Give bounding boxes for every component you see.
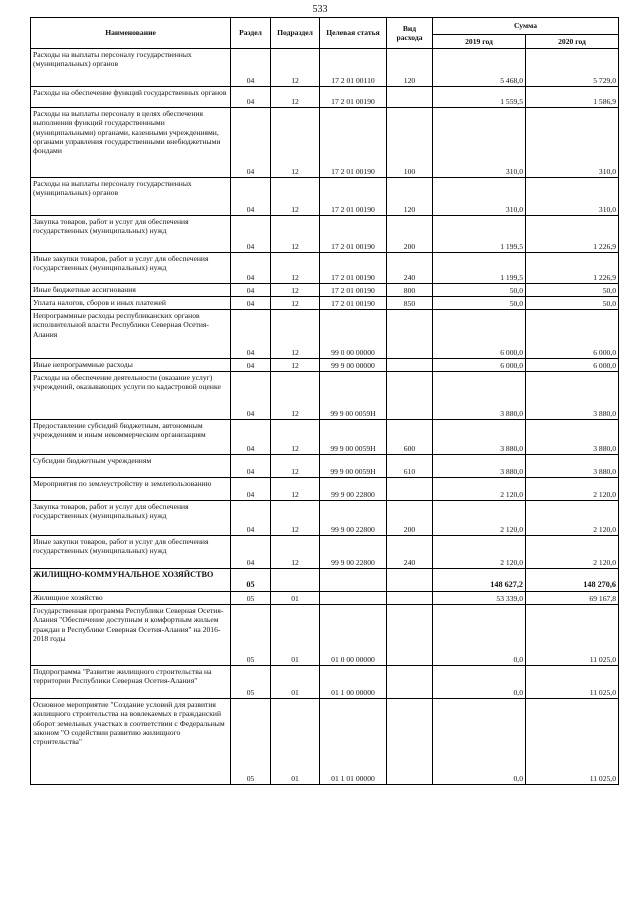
row-section: 05 xyxy=(231,699,271,785)
table-row xyxy=(31,501,619,536)
row-section: 04 xyxy=(231,284,271,297)
row-sum-2020: 3 880,0 xyxy=(526,455,619,478)
row-sum-2020: 310,0 xyxy=(526,178,619,216)
table-row xyxy=(31,310,619,359)
row-expense-type: 200 xyxy=(387,501,433,536)
row-subsection: 01 xyxy=(271,699,320,785)
table-row xyxy=(31,253,619,284)
row-sum-2020: 1 226,9 xyxy=(526,253,619,284)
row-expense-type xyxy=(387,372,433,420)
row-subsection: 12 xyxy=(271,284,320,297)
row-sum-2019: 0,0 xyxy=(433,666,526,699)
row-target-article: 17 2 01 00190 xyxy=(320,284,387,297)
row-expense-type xyxy=(387,666,433,699)
row-expense-type: 800 xyxy=(387,284,433,297)
row-subsection: 12 xyxy=(271,478,320,501)
row-sum-2019: 5 468,0 xyxy=(433,49,526,87)
row-expense-type: 610 xyxy=(387,455,433,478)
row-sum-2019: 2 120,0 xyxy=(433,501,526,536)
row-sum-2020: 3 880,0 xyxy=(526,372,619,420)
row-target-article xyxy=(320,569,387,592)
row-section: 05 xyxy=(231,605,271,666)
table-row xyxy=(31,478,619,501)
row-expense-type: 850 xyxy=(387,297,433,310)
row-name: Расходы на обеспечение функций государственных органов xyxy=(31,87,231,108)
header-subsection: Подраздел xyxy=(271,18,320,49)
header-sum: Сумма xyxy=(433,18,619,35)
header-expense-type: Вид расхода xyxy=(387,18,433,49)
row-name: Расходы на выплаты персоналу государственных (муниципальных) органов xyxy=(31,49,231,87)
row-section: 04 xyxy=(231,501,271,536)
table-row xyxy=(31,536,619,569)
row-section: 05 xyxy=(231,569,271,592)
row-section: 04 xyxy=(231,297,271,310)
row-expense-type xyxy=(387,699,433,785)
row-target-article: 99 9 00 0059Н xyxy=(320,420,387,455)
row-name: Непрограммные расходы республиканских органов исполнительной власти Республики Северная Осетия-Алания xyxy=(31,310,231,359)
row-subsection: 01 xyxy=(271,666,320,699)
row-subsection: 12 xyxy=(271,455,320,478)
table-row xyxy=(31,666,619,699)
row-subsection: 01 xyxy=(271,592,320,605)
row-subsection: 01 xyxy=(271,605,320,666)
row-expense-type xyxy=(387,310,433,359)
row-name: Расходы на выплаты персоналу государственных (муниципальных) органов xyxy=(31,178,231,216)
budget-table xyxy=(30,17,619,785)
row-subsection xyxy=(271,569,320,592)
row-expense-type xyxy=(387,605,433,666)
row-sum-2020: 148 270,6 xyxy=(526,569,619,592)
row-sum-2019: 3 880,0 xyxy=(433,455,526,478)
row-target-article: 17 2 01 00190 xyxy=(320,87,387,108)
row-name: Подпрограмма "Развитие жилищного строительства на территории Республики Северная Осетия-Алания" xyxy=(31,666,231,699)
row-expense-type: 120 xyxy=(387,49,433,87)
row-subsection: 12 xyxy=(271,501,320,536)
table-row xyxy=(31,359,619,372)
row-sum-2019: 0,0 xyxy=(433,699,526,785)
row-sum-2020: 50,0 xyxy=(526,297,619,310)
row-name: Уплата налогов, сборов и иных платежей xyxy=(31,297,231,310)
table-row xyxy=(31,699,619,785)
header-year-2020: 2020 год xyxy=(526,35,619,49)
row-subsection: 12 xyxy=(271,178,320,216)
header-section: Раздел xyxy=(231,18,271,49)
row-section: 04 xyxy=(231,372,271,420)
row-sum-2019: 50,0 xyxy=(433,297,526,310)
row-expense-type: 100 xyxy=(387,108,433,178)
header-name: Наименование xyxy=(31,18,231,49)
row-sum-2019: 2 120,0 xyxy=(433,478,526,501)
table-row xyxy=(31,569,619,592)
table-row xyxy=(31,49,619,87)
row-sum-2020: 2 120,0 xyxy=(526,478,619,501)
row-target-article: 01 1 01 00000 xyxy=(320,699,387,785)
row-sum-2019: 6 000,0 xyxy=(433,310,526,359)
row-sum-2019: 0,0 xyxy=(433,605,526,666)
row-sum-2019: 310,0 xyxy=(433,178,526,216)
row-subsection: 12 xyxy=(271,253,320,284)
table-row xyxy=(31,178,619,216)
row-target-article: 17 2 01 00190 xyxy=(320,253,387,284)
row-section: 04 xyxy=(231,253,271,284)
row-target-article: 99 9 00 0059Н xyxy=(320,372,387,420)
row-expense-type xyxy=(387,87,433,108)
row-sum-2019: 1 199,5 xyxy=(433,216,526,253)
row-target-article: 99 9 00 0059Н xyxy=(320,455,387,478)
row-sum-2020: 6 000,0 xyxy=(526,310,619,359)
row-sum-2020: 6 000,0 xyxy=(526,359,619,372)
row-sum-2019: 6 000,0 xyxy=(433,359,526,372)
row-subsection: 12 xyxy=(271,420,320,455)
row-target-article: 99 9 00 22800 xyxy=(320,501,387,536)
row-sum-2020: 1 226,9 xyxy=(526,216,619,253)
row-name: Жилищное хозяйство xyxy=(31,592,231,605)
row-sum-2019: 53 339,0 xyxy=(433,592,526,605)
row-target-article: 17 2 01 00190 xyxy=(320,216,387,253)
row-sum-2019: 3 880,0 xyxy=(433,372,526,420)
row-name: Закупка товаров, работ и услуг для обеспечения государственных (муниципальных) нужд xyxy=(31,216,231,253)
row-sum-2020: 11 025,0 xyxy=(526,666,619,699)
row-sum-2020: 1 586,9 xyxy=(526,87,619,108)
row-section: 05 xyxy=(231,592,271,605)
table-row xyxy=(31,284,619,297)
table-header xyxy=(31,18,619,49)
row-name: Основное мероприятие "Создание условий для развития жилищного строительства на вовлекаемых в гражданский оборот земельных участках в соответствии с Федеральным законом "О содействии развитию жилищного строительства" xyxy=(31,699,231,785)
row-sum-2020: 69 167,8 xyxy=(526,592,619,605)
table-row xyxy=(31,455,619,478)
row-expense-type: 240 xyxy=(387,536,433,569)
row-subsection: 12 xyxy=(271,310,320,359)
row-subsection: 12 xyxy=(271,359,320,372)
row-name: Мероприятия по землеустройству и землепользованию xyxy=(31,478,231,501)
table-row xyxy=(31,216,619,253)
row-sum-2019: 1 559,5 xyxy=(433,87,526,108)
table-body xyxy=(31,49,619,785)
page-number: 533 xyxy=(312,4,328,15)
table-row xyxy=(31,372,619,420)
row-expense-type: 600 xyxy=(387,420,433,455)
row-sum-2020: 11 025,0 xyxy=(526,605,619,666)
row-section: 04 xyxy=(231,359,271,372)
row-target-article: 99 0 00 00000 xyxy=(320,310,387,359)
row-name: Закупка товаров, работ и услуг для обеспечения государственных (муниципальных) нужд xyxy=(31,501,231,536)
row-subsection: 12 xyxy=(271,49,320,87)
row-section: 04 xyxy=(231,178,271,216)
header-target-article: Целевая статья xyxy=(320,18,387,49)
row-sum-2019: 50,0 xyxy=(433,284,526,297)
row-name: Иные непрограммные расходы xyxy=(31,359,231,372)
row-target-article: 17 2 01 00190 xyxy=(320,178,387,216)
row-sum-2020: 310,0 xyxy=(526,108,619,178)
row-sum-2019: 3 880,0 xyxy=(433,420,526,455)
row-target-article: 99 9 00 22800 xyxy=(320,536,387,569)
row-name: Субсидии бюджетным учреждениям xyxy=(31,455,231,478)
row-expense-type xyxy=(387,478,433,501)
table-row xyxy=(31,87,619,108)
row-subsection: 12 xyxy=(271,216,320,253)
row-name: Иные закупки товаров, работ и услуг для обеспечения государственных (муниципальных) нужд xyxy=(31,536,231,569)
row-expense-type: 240 xyxy=(387,253,433,284)
row-section: 04 xyxy=(231,216,271,253)
row-sum-2020: 2 120,0 xyxy=(526,536,619,569)
row-target-article: 17 2 01 00190 xyxy=(320,108,387,178)
row-sum-2020: 2 120,0 xyxy=(526,501,619,536)
table-row xyxy=(31,297,619,310)
row-subsection: 12 xyxy=(271,297,320,310)
row-name: Расходы на выплаты персоналу в целях обеспечения выполнения функций государственными (муниципальными) органами, казенными учреждениями, органами управления государственными внебюджетными фондами xyxy=(31,108,231,178)
row-section: 04 xyxy=(231,49,271,87)
row-section: 04 xyxy=(231,536,271,569)
row-sum-2019: 310,0 xyxy=(433,108,526,178)
table-row xyxy=(31,605,619,666)
row-expense-type xyxy=(387,569,433,592)
row-sum-2020: 50,0 xyxy=(526,284,619,297)
row-target-article xyxy=(320,592,387,605)
row-sum-2020: 11 025,0 xyxy=(526,699,619,785)
row-section: 04 xyxy=(231,455,271,478)
row-section: 05 xyxy=(231,666,271,699)
row-target-article: 01 0 00 00000 xyxy=(320,605,387,666)
row-sum-2019: 2 120,0 xyxy=(433,536,526,569)
row-section: 04 xyxy=(231,478,271,501)
row-subsection: 12 xyxy=(271,536,320,569)
row-name: ЖИЛИЩНО-КОММУНАЛЬНОЕ ХОЗЯЙСТВО xyxy=(31,569,231,592)
table-row xyxy=(31,420,619,455)
table-row xyxy=(31,108,619,178)
row-section: 04 xyxy=(231,108,271,178)
row-name: Расходы на обеспечение деятельности (оказание услуг) учреждений, оказывающих услуги по кадастровой оценке xyxy=(31,372,231,420)
header-year-2019: 2019 год xyxy=(433,35,526,49)
row-sum-2020: 3 880,0 xyxy=(526,420,619,455)
row-sum-2020: 5 729,0 xyxy=(526,49,619,87)
row-subsection: 12 xyxy=(271,87,320,108)
row-subsection: 12 xyxy=(271,372,320,420)
row-name: Предоставление субсидий бюджетным, автономным учреждениям и иным некоммерческим организациям xyxy=(31,420,231,455)
row-target-article: 99 9 00 00000 xyxy=(320,359,387,372)
row-target-article: 99 9 00 22800 xyxy=(320,478,387,501)
row-sum-2019: 148 627,2 xyxy=(433,569,526,592)
row-expense-type: 200 xyxy=(387,216,433,253)
row-section: 04 xyxy=(231,420,271,455)
row-section: 04 xyxy=(231,87,271,108)
row-section: 04 xyxy=(231,310,271,359)
table-row xyxy=(31,592,619,605)
row-expense-type xyxy=(387,592,433,605)
row-target-article: 17 2 01 00110 xyxy=(320,49,387,87)
row-name: Иные закупки товаров, работ и услуг для обеспечения государственных (муниципальных) нужд xyxy=(31,253,231,284)
row-target-article: 17 2 01 00190 xyxy=(320,297,387,310)
row-name: Государственная программа Республики Северная Осетия-Алания "Обеспечение доступным и комфортным жильем граждан в Республике Северная Осетия-Алания" на 2016-2018 годы xyxy=(31,605,231,666)
row-target-article: 01 1 00 00000 xyxy=(320,666,387,699)
row-sum-2019: 1 199,5 xyxy=(433,253,526,284)
row-name: Иные бюджетные ассигнования xyxy=(31,284,231,297)
row-subsection: 12 xyxy=(271,108,320,178)
row-expense-type xyxy=(387,359,433,372)
row-expense-type: 120 xyxy=(387,178,433,216)
